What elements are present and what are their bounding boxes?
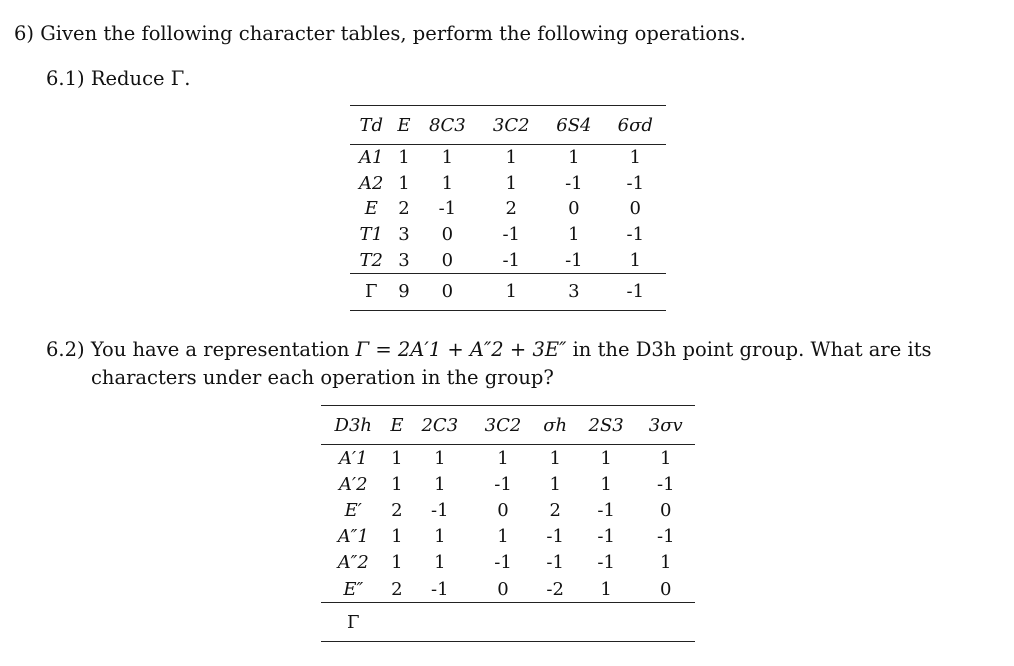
td-table-row [350, 145, 666, 171]
d3h-irrep-label: E′ [344, 499, 362, 521]
td-table-row [350, 171, 666, 197]
d3h-character-cell: 1 [600, 578, 612, 600]
d3h-character-cell: 1 [549, 447, 561, 469]
td-gamma-label: Γ [350, 273, 393, 310]
d3h-character-cell: 1 [434, 526, 446, 548]
d3h-irrep-label: A″1 [337, 526, 369, 548]
td-header-row [350, 106, 666, 145]
td-table-row [350, 196, 666, 222]
d3h-character-cell: 0 [660, 499, 672, 521]
td-gamma-cell: 1 [479, 273, 543, 310]
d3h-header-cell: σh [535, 406, 576, 445]
d3h-character-cell: 2 [549, 499, 561, 521]
td-irrep-label: T2 [359, 249, 384, 271]
d3h-character-cell: 1 [660, 552, 672, 574]
td-character-cell: -1 [502, 249, 521, 271]
d3h-gamma-cell [386, 603, 409, 642]
td-header-cell: 6σd [605, 106, 666, 145]
td-character-cell: 0 [441, 224, 454, 246]
d3h-gamma-cell [576, 603, 637, 642]
td-body [350, 145, 666, 274]
d3h-table-row [321, 550, 695, 576]
d3h-character-cell: -1 [597, 499, 615, 521]
part-6-2-text-pre: 6.2) You have a representation [46, 338, 356, 361]
td-gamma-cell: 9 [393, 273, 416, 310]
td-irrep-label: T1 [359, 224, 384, 246]
d3h-table-row [321, 471, 695, 497]
td-character-cell: -1 [626, 172, 645, 194]
d3h-header-cell: 2C3 [408, 406, 471, 445]
td-irrep-label: E [364, 198, 378, 220]
d3h-gamma-cell [535, 603, 576, 642]
d3h-header-cell: D3h [321, 406, 386, 445]
d3h-gamma-label: Γ [321, 603, 386, 642]
td-header-cell: E [393, 106, 416, 145]
td-header-cell: 6S4 [543, 106, 604, 145]
d3h-table-row [321, 497, 695, 523]
td-character-cell: -1 [438, 198, 457, 220]
d3h-header-cell: 3C2 [471, 406, 534, 445]
representation-equation: Γ = 2A′1 + A″2 + 3E″ [355, 338, 567, 361]
d3h-character-cell: -1 [431, 499, 449, 521]
part-6-2-prompt-line1 [46, 338, 932, 361]
d3h-character-cell: -1 [597, 526, 615, 548]
td-character-cell: 1 [505, 147, 517, 169]
part-6-2-prompt-line2: characters under each operation in the group? [91, 366, 554, 389]
td-table-row [350, 247, 666, 273]
td-gamma-cell: 0 [415, 273, 479, 310]
part-6-1-prompt: 6.1) Reduce Γ. [46, 67, 191, 90]
td-character-cell: 0 [568, 198, 580, 220]
td-character-cell: 3 [398, 249, 410, 271]
td-character-cell: -1 [626, 224, 645, 246]
d3h-character-cell: 0 [497, 499, 509, 521]
d3h-character-cell: 1 [660, 447, 672, 469]
td-character-cell: 3 [398, 224, 410, 246]
d3h-irrep-label: A″2 [337, 552, 369, 574]
td-character-cell: 1 [398, 147, 410, 169]
d3h-character-cell: -1 [546, 526, 564, 548]
d3h-body [321, 445, 695, 603]
d3h-character-cell: 1 [549, 473, 561, 495]
d3h-character-cell: 1 [497, 447, 509, 469]
d3h-character-cell: 1 [391, 447, 403, 469]
d3h-character-cell: -1 [494, 552, 512, 574]
d3h-character-cell: -1 [494, 473, 512, 495]
d3h-table-row [321, 524, 695, 550]
d3h-character-cell: 1 [391, 473, 403, 495]
d3h-gamma-cell [408, 603, 471, 642]
d3h-character-cell: 1 [391, 552, 403, 574]
d3h-character-cell: -1 [546, 552, 564, 574]
d3h-irrep-label: A′1 [339, 447, 368, 469]
td-gamma-cell: 3 [543, 273, 604, 310]
d3h-gamma-cell [471, 603, 534, 642]
td-table-row [350, 222, 666, 248]
d3h-character-cell: -1 [431, 578, 449, 600]
td-character-cell: 1 [505, 172, 517, 194]
d3h-irrep-label: A′2 [339, 473, 368, 495]
td-character-cell: 1 [629, 249, 641, 271]
d3h-header-cell: 2S3 [576, 406, 637, 445]
td-gamma-row [350, 273, 666, 310]
d3h-character-cell: 1 [600, 473, 612, 495]
d3h-character-cell: 0 [660, 578, 672, 600]
td-irrep-label: A2 [359, 172, 384, 194]
td-character-table [350, 105, 666, 311]
d3h-character-table [321, 405, 695, 642]
d3h-header-cell: 3σv [637, 406, 695, 445]
td-character-cell: 1 [441, 172, 454, 194]
part-6-2-text-post: in the D3h point group. What are its [566, 338, 932, 361]
td-header-cell: 3C2 [479, 106, 543, 145]
td-character-cell: 1 [629, 147, 641, 169]
d3h-character-cell: 1 [434, 552, 446, 574]
td-character-cell: 2 [398, 198, 410, 220]
d3h-character-cell: 2 [391, 578, 403, 600]
d3h-header-row [321, 406, 695, 445]
d3h-irrep-label: E″ [343, 578, 364, 600]
d3h-table-row [321, 445, 695, 472]
d3h-character-cell: 0 [497, 578, 509, 600]
td-character-cell: 1 [568, 224, 580, 246]
d3h-character-cell: 1 [497, 526, 509, 548]
d3h-character-cell: 1 [434, 473, 446, 495]
d3h-character-cell: -1 [656, 473, 675, 495]
d3h-table-row [321, 576, 695, 603]
d3h-gamma-cell [637, 603, 695, 642]
td-irrep-label: A1 [359, 147, 384, 169]
td-header-cell: Td [350, 106, 393, 145]
td-character-cell: 0 [441, 249, 454, 271]
td-character-cell: 0 [629, 198, 641, 220]
d3h-character-cell: 2 [391, 499, 403, 521]
d3h-character-cell: 1 [391, 526, 403, 548]
d3h-character-cell: -1 [597, 552, 615, 574]
td-character-cell: 1 [441, 147, 454, 169]
td-gamma-cell: -1 [605, 273, 666, 310]
d3h-gamma-row [321, 603, 695, 642]
d3h-header-cell: E [386, 406, 409, 445]
d3h-character-cell: 1 [434, 447, 446, 469]
td-character-cell: -1 [565, 172, 583, 194]
td-character-cell: -1 [502, 224, 521, 246]
d3h-character-cell: -1 [656, 526, 675, 548]
td-character-cell: 2 [505, 198, 517, 220]
d3h-character-cell: 1 [600, 447, 612, 469]
td-header-cell: 8C3 [415, 106, 479, 145]
question-6-heading: 6) Given the following character tables, perform the following operations. [14, 22, 746, 45]
d3h-character-cell: -2 [546, 578, 564, 600]
td-character-cell: -1 [565, 249, 583, 271]
td-character-cell: 1 [398, 172, 410, 194]
td-character-cell: 1 [568, 147, 580, 169]
